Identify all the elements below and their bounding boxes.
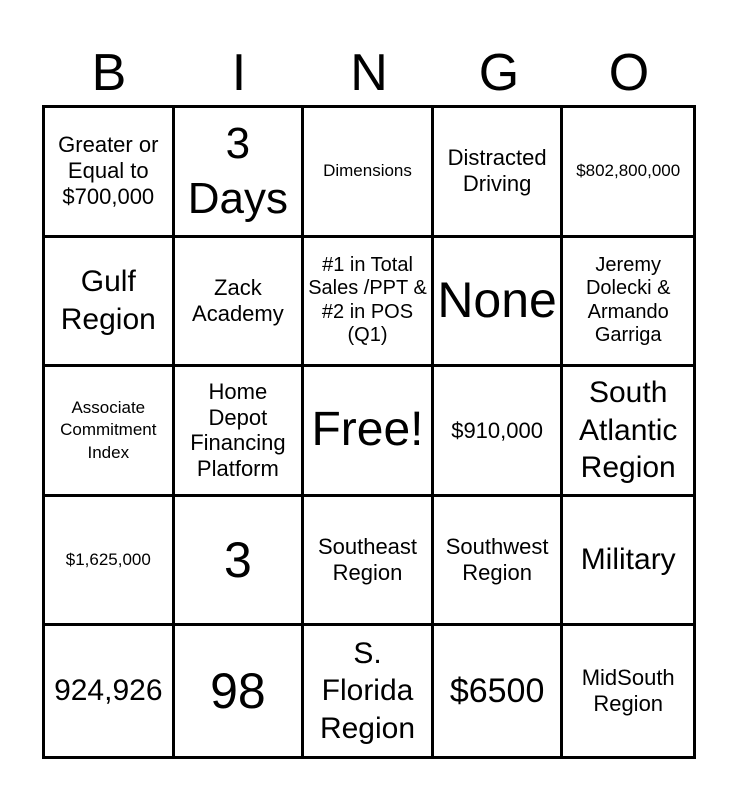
bingo-cell[interactable]: $910,000 [434,367,564,497]
header-letter-b: B [91,44,127,102]
bingo-cell[interactable]: Southeast Region [304,497,434,627]
bingo-cell[interactable]: #1 in Total Sales /PPT & #2 in POS (Q1) [304,238,434,368]
bingo-cell[interactable]: Distracted Driving [434,108,564,238]
header-letter-n: N [350,44,388,102]
bingo-cell[interactable]: Southwest Region [434,497,564,627]
bingo-cell[interactable]: $6500 [434,626,564,756]
bingo-cell[interactable]: Associate Commitment Index [45,367,175,497]
bingo-cell[interactable]: Military [563,497,693,627]
header-letter-i: I [231,44,247,102]
bingo-cell[interactable]: S. Florida Region [304,626,434,756]
bingo-cell[interactable]: 924,926 [45,626,175,756]
bingo-cell[interactable]: 98 [175,626,305,756]
header-letter-g: G [478,44,520,102]
bingo-cell[interactable]: $1,625,000 [45,497,175,627]
bingo-cell[interactable]: $802,800,000 [563,108,693,238]
bingo-cell[interactable]: Gulf Region [45,238,175,368]
free-space-cell[interactable]: Free! [304,367,434,497]
bingo-cell[interactable]: None [434,238,564,368]
bingo-cell[interactable]: Home Depot Financing Platform [175,367,305,497]
header-letter-o: O [608,44,650,102]
bingo-cell[interactable]: Dimensions [304,108,434,238]
bingo-cell[interactable]: 3 [175,497,305,627]
bingo-cell[interactable]: 3 Days [175,108,305,238]
bingo-header [44,40,694,106]
bingo-board [42,105,696,759]
bingo-cell[interactable]: South Atlantic Region [563,367,693,497]
bingo-cell[interactable]: Jeremy Dolecki & Armando Garriga [563,238,693,368]
bingo-cell[interactable]: Zack Academy [175,238,305,368]
bingo-cell[interactable]: Greater or Equal to $700,000 [45,108,175,238]
bingo-cell[interactable]: MidSouth Region [581,665,675,717]
